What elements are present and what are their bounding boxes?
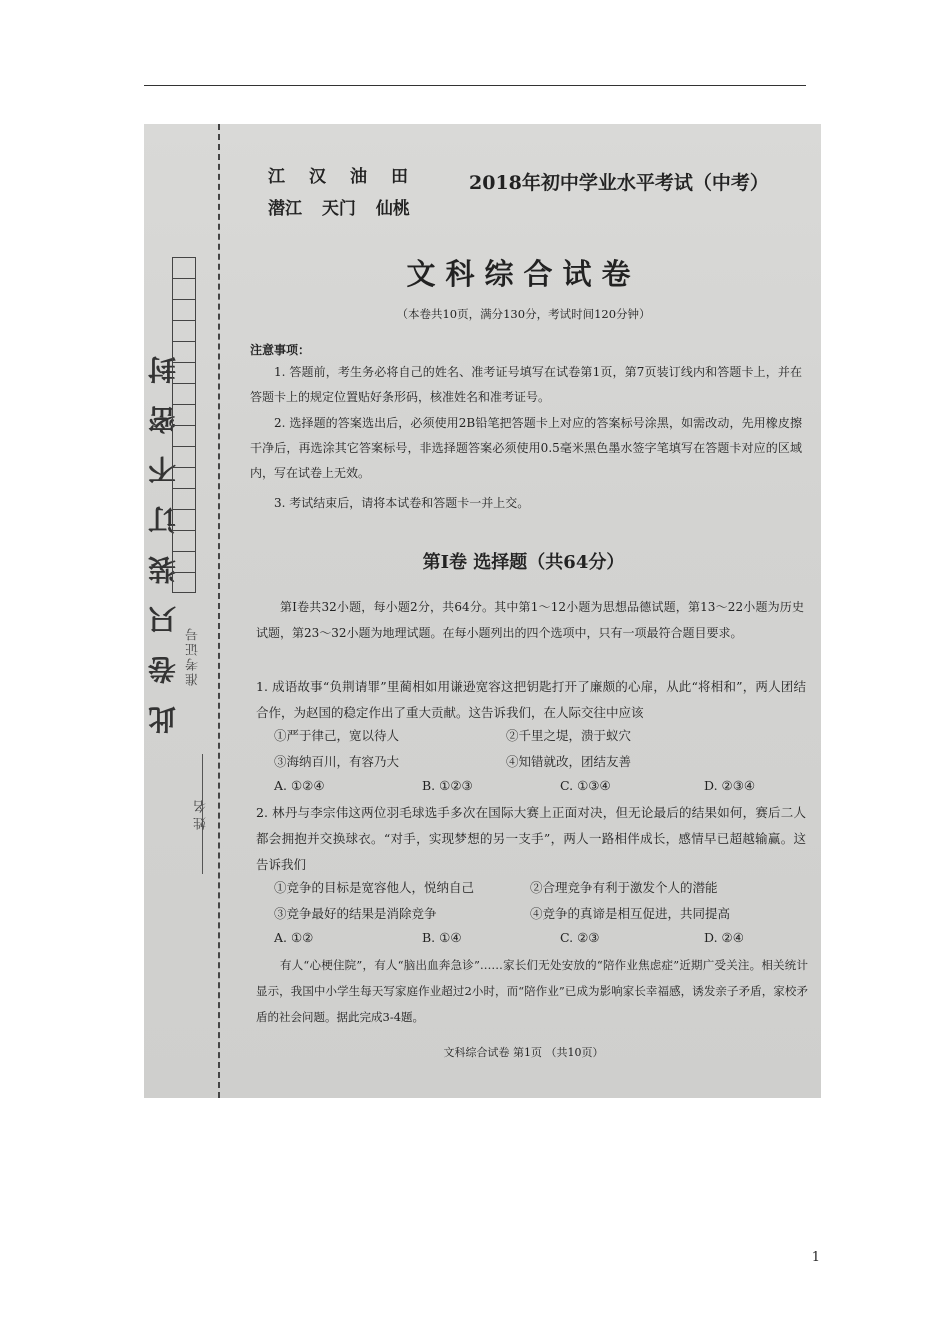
statement: ④知错就改，团结友善 [506, 754, 632, 769]
id-number-box[interactable] [172, 320, 196, 341]
exam-title: 2018年初中学业水平考试（中考） [469, 172, 769, 194]
id-number-box[interactable] [172, 509, 196, 530]
notice-heading: 注意事项： [250, 343, 311, 357]
option: C. ②③ [560, 930, 600, 945]
notice-item: 3. 考试结束后，请将本试卷和答题卡一并上交。 [274, 496, 530, 510]
id-number-box[interactable] [172, 425, 196, 446]
statement: ④竞争的真谛是相互促进，共同提高 [530, 906, 731, 921]
id-number-box[interactable] [172, 404, 196, 425]
id-number-box[interactable] [172, 341, 196, 362]
region-line-1: 江汉油田 [268, 167, 432, 187]
statement: ②合理竞争有利于激发个人的潜能 [530, 880, 718, 895]
reading-material: 有人“心梗住院”，有人“脑出血奔急诊”……家长们无处安放的“陪作业焦虑症”近期广受关注。相关统计显示，我国中小学生每天写家庭作业超过2小时，而“陪作业”已成为影响家长幸福感，诱发亲子矛盾，家校矛盾的社会问题。据此完成3-4题。 [256, 958, 808, 1024]
statement: ①严于律己，宽以待人 [274, 728, 400, 743]
statement: ③海纳百川，有容乃大 [274, 754, 400, 769]
option: A. ①②④ [274, 778, 325, 793]
option: D. ②③④ [704, 778, 756, 793]
paper-title: 文科综合试卷 [406, 257, 641, 291]
option: B. ①④ [422, 930, 462, 945]
id-number-box[interactable] [172, 572, 196, 593]
page-number: 1 [811, 1250, 820, 1265]
notice-item: 2. 选择题的答案选出后，必须使用2B铅笔把答题卡上对应的答案标号涂黑，如需改动，先用橡皮擦干净后，再选涂其它答案标号，非选择题答案必须使用0.5毫米黑色墨水签字笔填写在答题卡对应的区域内，写在试卷上无效。 [250, 416, 802, 480]
id-number-box[interactable] [172, 362, 196, 383]
id-number-box[interactable] [172, 488, 196, 509]
section-title: 第I卷 选择题（共64分） [422, 552, 625, 573]
option: B. ①②③ [422, 778, 473, 793]
option: C. ①③④ [560, 778, 611, 793]
id-number-label: 准考证号 [186, 626, 201, 686]
region-line-2: 潜江 天门 仙桃 [268, 199, 410, 219]
statement: ①竞争的目标是宽容他人，悦纳自己 [274, 880, 475, 895]
paper-meta: （本卷共10页，满分130分，考试时间120分钟） [396, 307, 651, 321]
option: D. ②④ [704, 930, 744, 945]
binding-instruction: 此卷只装订不密封 [147, 334, 180, 734]
statement: ②千里之堤，溃于蚁穴 [506, 728, 632, 743]
id-number-box[interactable] [172, 446, 196, 467]
notice-item: 1. 答题前，考生务必将自己的姓名、准考证号填写在试卷第1页，第7页装订线内和答题卡上，并在答题卡上的规定位置贴好条形码，核准姓名和准考证号。 [250, 365, 802, 404]
option: A. ①② [274, 930, 314, 945]
name-label: 姓名 [194, 796, 209, 830]
question-stem: 1. 成语故事“负荆请罪”里蔺相如用谦逊宽容这把钥匙打开了廉颇的心扉，从此“将相和”，两人团结合作，为赵国的稳定作出了重大贡献。这告诉我们，在人际交往中应该 [256, 679, 806, 720]
section-intro: 第I卷共32小题，每小题2分，共64分。其中第1～12小题为思想品德试题，第13～22小题为历史试题，第23～32小题为地理试题。在每小题列出的四个选项中，只有一项最符合题目要求。 [256, 600, 804, 640]
statement: ③竞争最好的结果是消除竞争 [274, 906, 437, 921]
question-stem: 2. 林丹与李宗伟这两位羽毛球选手多次在国际大赛上正面对决，但无论最后的结果如何，赛后二人都会拥抱并交换球衣。“对手，实现梦想的另一支手”，两人一路相伴成长，感情早已超越输赢。这告诉我们 [256, 805, 806, 872]
exam-paper-photo [144, 124, 821, 1098]
id-number-box[interactable] [172, 467, 196, 488]
header-rule [144, 85, 806, 86]
paper-footer: 文科综合试卷 第1页 （共10页） [443, 1046, 604, 1059]
id-number-box[interactable] [172, 383, 196, 404]
